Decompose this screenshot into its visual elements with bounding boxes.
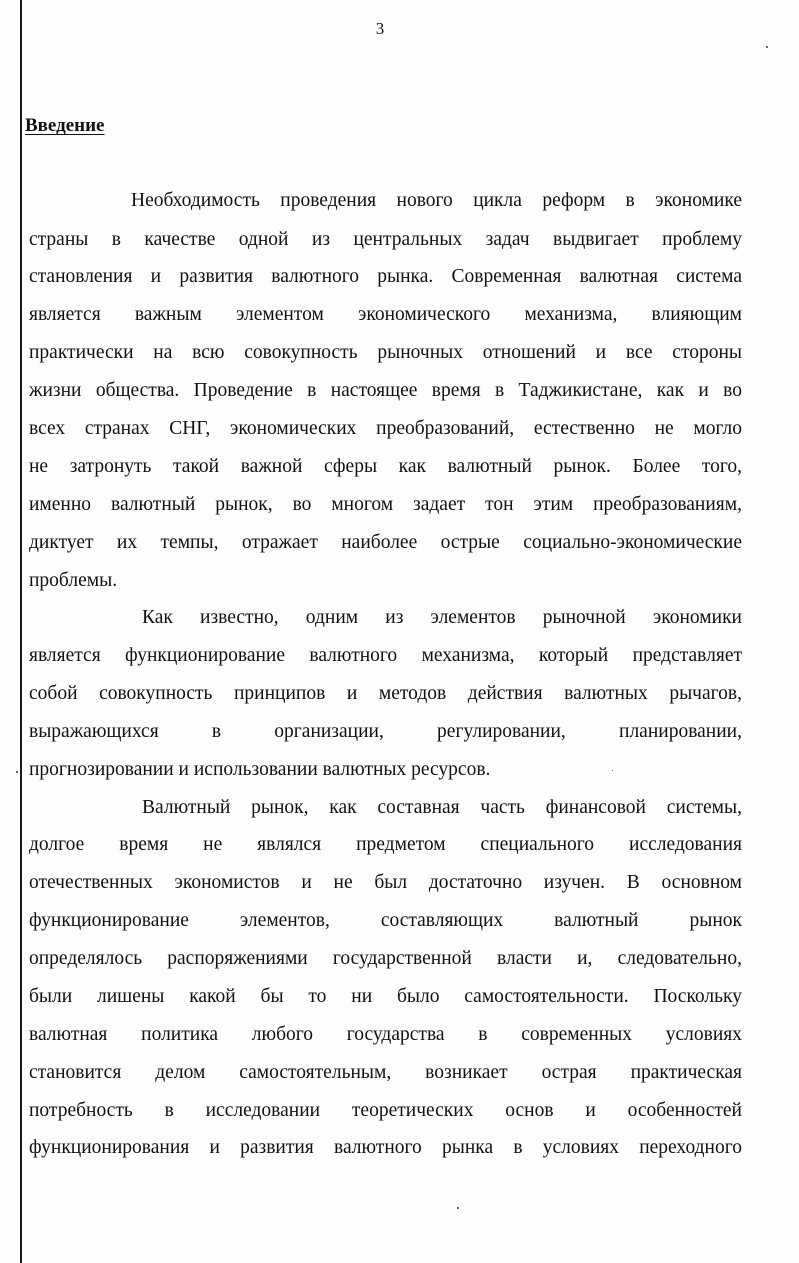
paragraph-line: прогнозировании и использовании валютных ресурсов.	[29, 759, 491, 780]
paragraph-line: были лишены какой бы то ни было самостоятельности. Поскольку	[29, 986, 742, 1007]
paragraph-line: именно валютный рынок, во многом задает тон этим преобразованиям,	[29, 494, 742, 515]
paragraph-line: страны в качестве одной из центральных задач выдвигает проблему	[29, 229, 742, 250]
scan-speck	[766, 46, 768, 48]
paragraph-line: функционирования и развития валютного рынка в условиях переходного	[29, 1137, 742, 1158]
page-number: 3	[375, 19, 385, 38]
paragraph-line: не затронуть такой важной сферы как валютный рынок. Более того,	[29, 456, 742, 477]
paragraph-line: отечественных экономистов и не был достаточно изучен. В основном	[29, 872, 742, 893]
scan-border-line	[20, 0, 22, 1263]
section-heading: Введение	[25, 115, 105, 136]
paragraph-line: всех странах СНГ, экономических преобразований, естественно не могло	[29, 418, 742, 439]
paragraph-line: определялось распоряжениями государственной власти и, следовательно,	[29, 948, 742, 969]
scan-speck	[457, 1207, 459, 1209]
paragraph-line: долгое время не являлся предметом специального исследования	[29, 834, 742, 855]
paragraph-line: функционирование элементов, составляющих валютный рынок	[29, 910, 742, 931]
paragraph-line: потребность в исследовании теоретических основ и особенностей	[29, 1100, 742, 1121]
paragraph-line: практически на всю совокупность рыночных отношений и все стороны	[29, 342, 742, 363]
paragraph-line: Необходимость проведения нового цикла реформ в экономике	[131, 190, 742, 211]
paragraph-line: жизни общества. Проведение в настоящее время в Таджикистане, как и во	[29, 380, 742, 401]
paragraph-line: выражающихся в организации, регулировании, планировании,	[29, 721, 742, 742]
paragraph-line: Валютный рынок, как составная часть финансовой системы,	[142, 797, 742, 818]
paragraph-line: диктует их темпы, отражает наиболее острые социально-экономические	[29, 532, 742, 553]
paragraph-line: валютная политика любого государства в современных условиях	[29, 1024, 742, 1045]
paragraph-line: является важным элементом экономического механизма, влияющим	[29, 304, 742, 325]
paragraph-line: Как известно, одним из элементов рыночной экономики	[142, 607, 742, 628]
paragraph-line: собой совокупность принципов и методов действия валютных рычагов,	[29, 683, 742, 704]
paragraph-line: становится делом самостоятельным, возникает острая практическая	[29, 1062, 742, 1083]
paragraph-line: становления и развития валютного рынка. Современная валютная система	[29, 266, 742, 287]
scan-speck	[16, 771, 18, 773]
paragraph-line: является функционирование валютного механизма, который представляет	[29, 645, 742, 666]
paragraph-line: проблемы.	[29, 570, 118, 591]
